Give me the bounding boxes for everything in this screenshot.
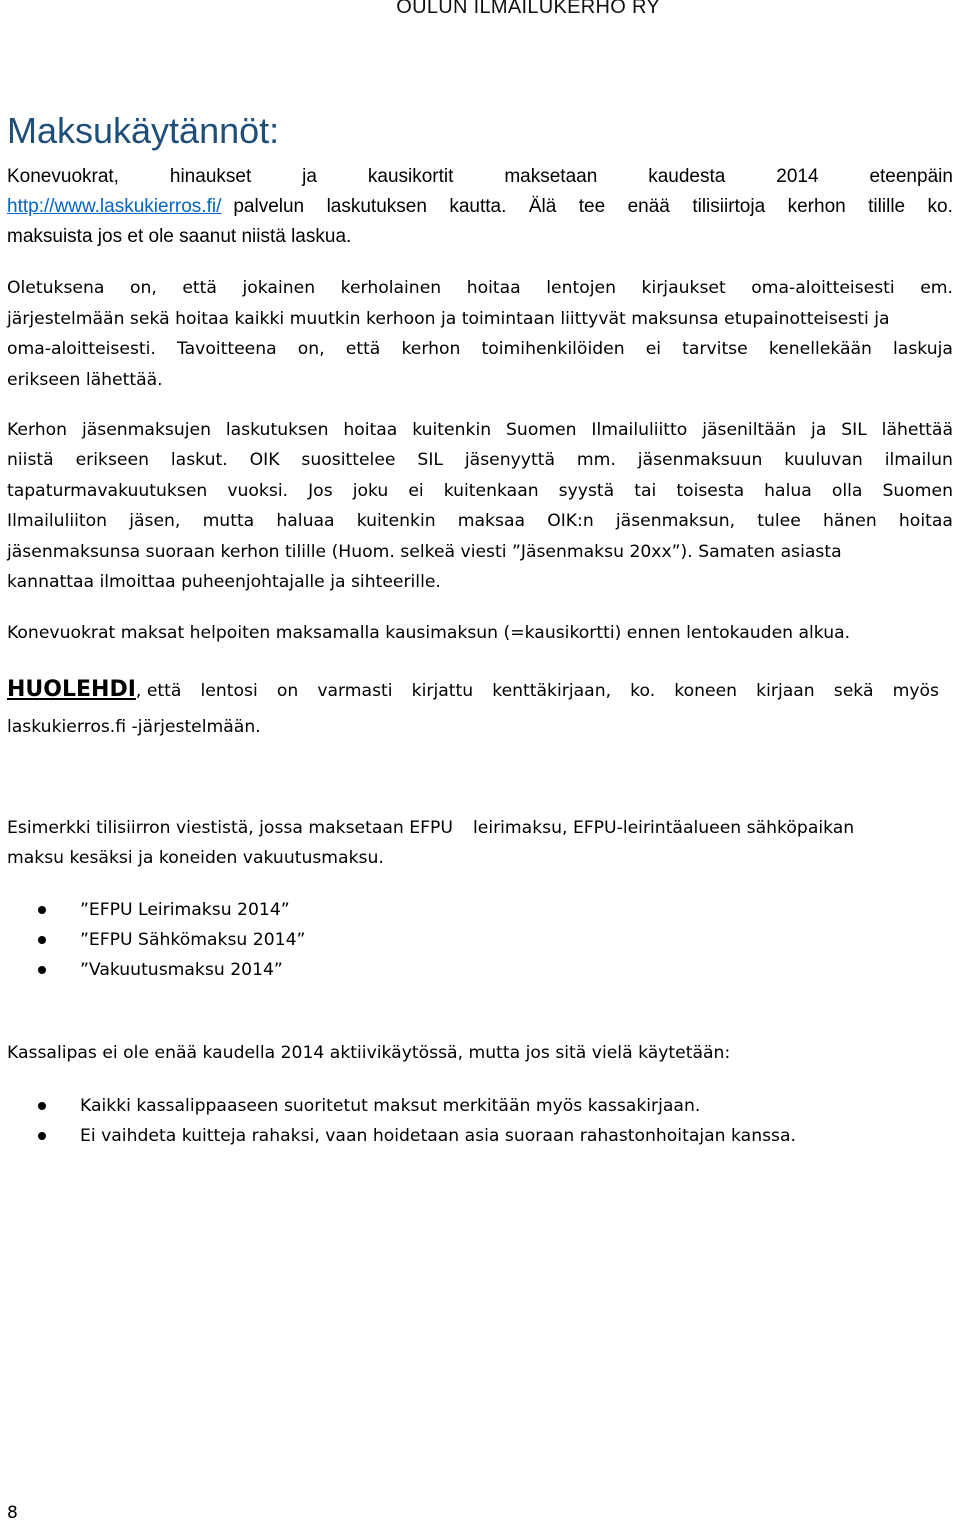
page-number: 8 xyxy=(7,1503,18,1523)
word: kirjaan xyxy=(756,681,815,701)
emphasis-huolehdi: HUOLEHDI xyxy=(7,677,136,702)
list-item: ”Vakuutusmaksu 2014” xyxy=(0,955,305,985)
list-item: Ei vaihdeta kuitteja rahaksi, vaan hoidetaan asia suoraan rahastonhoitajan kanssa. xyxy=(0,1121,796,1151)
word: lähettää xyxy=(881,420,953,440)
paragraph-cashbox xyxy=(7,1038,953,1068)
word: palvelun xyxy=(233,196,305,217)
list-item: ”EFPU Sähkömaksu 2014” xyxy=(0,925,305,955)
word: enää xyxy=(627,196,670,217)
justified-line xyxy=(7,506,953,536)
text-line: maksuista jos et ole saanut niistä laskua. xyxy=(7,226,352,247)
word: laskutuksen xyxy=(225,420,329,440)
text-segment: Esimerkki tilisiirron viestistä, jossa maksetaan EFPU xyxy=(7,818,453,838)
word: tilisiirtoja xyxy=(692,196,766,217)
word: on, xyxy=(297,339,325,359)
word: tilille xyxy=(868,196,906,217)
paragraph-payments xyxy=(7,162,953,252)
word: oma-aloitteisesti. xyxy=(7,339,156,359)
word: jäseniltään xyxy=(702,420,797,440)
word: OIK xyxy=(249,450,280,471)
justified-line xyxy=(7,162,953,192)
word: sekä xyxy=(833,681,874,701)
word: tarvitse xyxy=(682,339,748,359)
word: että xyxy=(345,339,381,359)
text-line: erikseen lähettää. xyxy=(7,369,163,390)
word: Ilmailuliiton xyxy=(7,511,108,532)
word: halua xyxy=(764,480,812,501)
word: mm. xyxy=(576,450,616,471)
list-item: ”EFPU Leirimaksu 2014” xyxy=(0,895,305,925)
word: hoitaa xyxy=(466,278,521,298)
text-segment: leirimaksu, EFPU-leirintäalueen sähköpaikan xyxy=(472,818,855,838)
text-line: järjestelmään sekä hoitaa kaikki muutkin kerhoon ja toimintaan liittyvät maksunsa etupainotteisesti ja xyxy=(7,308,890,329)
word: ja xyxy=(302,166,317,187)
word: em. xyxy=(920,278,953,298)
bullet-icon xyxy=(38,936,46,944)
word: suosittelee xyxy=(301,450,396,471)
word: myös xyxy=(892,681,939,701)
justified-line xyxy=(7,672,939,709)
word: lentosi xyxy=(200,681,258,701)
word: jäsenmaksujen xyxy=(81,420,211,440)
word: lentojen xyxy=(546,278,616,298)
word: laskuja xyxy=(893,339,953,359)
word: kuitenkin xyxy=(412,420,492,440)
text-line: maksu kesäksi ja koneiden vakuutusmaksu. xyxy=(7,848,384,868)
word: kirjaukset xyxy=(641,278,726,298)
word: 2014 xyxy=(776,166,819,187)
word: jokainen xyxy=(242,278,316,298)
word: Suomen xyxy=(506,420,577,440)
word: Jos xyxy=(308,480,333,501)
word: tai xyxy=(634,480,657,501)
text-line: kannattaa ilmoittaa puheenjohtajalle ja sihteerille. xyxy=(7,572,441,593)
word: ko. xyxy=(630,681,656,701)
paragraph-default-expectation xyxy=(7,273,953,395)
word: toisesta xyxy=(676,480,745,501)
message-examples-list xyxy=(0,895,305,985)
word: ko. xyxy=(927,196,953,217)
word: kuitenkin xyxy=(356,511,436,532)
word: hinaukset xyxy=(169,166,252,187)
justified-line xyxy=(7,273,953,304)
word: että xyxy=(182,278,217,298)
word: eteenpäin xyxy=(869,166,953,187)
word: kenellekään xyxy=(768,339,872,359)
word: ei xyxy=(408,480,424,501)
word: ilmailun xyxy=(884,450,953,471)
text-line: laskukierros.fi -järjestelmään. xyxy=(7,717,261,737)
justified-line xyxy=(7,192,953,222)
paragraph-season-fee xyxy=(7,618,953,648)
paragraph-example xyxy=(7,813,953,873)
cashbox-rules-list xyxy=(0,1091,796,1151)
word: kaudesta xyxy=(648,166,726,187)
justified-line xyxy=(7,445,953,475)
word: on xyxy=(276,681,299,701)
word: hoitaa xyxy=(898,511,953,532)
word: hänen xyxy=(822,511,877,532)
text-line: jäsenmaksunsa suoraan kerhon tilille (Huom. selkeä viesti ”Jäsenmaksu 20xx”). Samaten asiasta xyxy=(7,541,842,562)
word: jäsen, xyxy=(129,511,181,532)
word: oma-aloitteisesti xyxy=(751,278,895,298)
word: kausikortit xyxy=(367,166,454,187)
word: Suomen xyxy=(882,480,953,501)
word: SIL xyxy=(841,420,867,440)
word: SIL xyxy=(417,450,443,471)
justified-line xyxy=(7,476,953,506)
word: laskut. xyxy=(170,450,228,471)
justified-line xyxy=(7,415,953,445)
paragraph-membership-fees xyxy=(7,415,953,597)
line-rest xyxy=(233,192,953,222)
word: maksetaan xyxy=(504,166,598,187)
word: ei xyxy=(645,339,662,359)
text-line: Konevuokrat maksat helpoiten maksamalla kausimaksun (=kausikortti) ennen lentokauden alkua. xyxy=(7,623,851,643)
word: mutta xyxy=(202,511,255,532)
word: jäsenmaksuun xyxy=(637,450,763,471)
word: tulee xyxy=(757,511,801,532)
word: laskutuksen xyxy=(326,196,427,217)
word: niistä xyxy=(7,450,54,471)
header-title: OULUN ILMAILUKERHO RY xyxy=(396,0,660,18)
word: kuuluvan xyxy=(784,450,863,471)
word: Ilmailuliitto xyxy=(591,420,688,440)
word: toimihenkilöiden xyxy=(481,339,625,359)
bullet-icon xyxy=(38,906,46,914)
word: Konevuokrat, xyxy=(7,166,119,187)
word: maksaa xyxy=(457,511,526,532)
word: Kerhon xyxy=(7,420,68,440)
word: kerholainen xyxy=(340,278,442,298)
bullet-icon xyxy=(38,1102,46,1110)
word: olla xyxy=(831,480,863,501)
word: kenttäkirjaan, xyxy=(492,681,612,701)
word: OIK:n xyxy=(547,511,594,532)
word: koneen xyxy=(674,681,738,701)
word: varmasti xyxy=(317,681,393,701)
text-line xyxy=(7,813,953,843)
word: joku xyxy=(352,480,389,501)
line-rest xyxy=(136,673,939,709)
word: Tavoitteena xyxy=(176,339,277,359)
word: haluaa xyxy=(276,511,335,532)
word: hoitaa xyxy=(343,420,398,440)
laskukierros-link[interactable]: http://www.laskukierros.fi/ xyxy=(7,196,222,217)
text-line: Kassalipas ei ole enää kaudella 2014 aktiivikäytössä, mutta jos sitä vielä käytetään: xyxy=(7,1043,731,1063)
word: jäsenyyttä xyxy=(464,450,555,471)
word: Älä xyxy=(528,196,557,217)
word: erikseen xyxy=(75,450,149,471)
word: tee xyxy=(578,196,606,217)
justified-line xyxy=(7,334,953,365)
word: on, xyxy=(129,278,157,298)
paragraph-remember xyxy=(7,672,939,745)
word: vuoksi. xyxy=(227,480,289,501)
word: jäsenmaksun, xyxy=(615,511,736,532)
page-heading: Maksukäytännöt: xyxy=(7,110,280,151)
word: syystä xyxy=(558,480,615,501)
word: ja xyxy=(811,420,827,440)
word: kuitenkaan xyxy=(443,480,539,501)
word: kirjattu xyxy=(411,681,474,701)
word: tapaturmavakuutuksen xyxy=(7,480,208,501)
bullet-icon xyxy=(38,1132,46,1140)
word: kerhon xyxy=(401,339,461,359)
word: kerhon xyxy=(787,196,846,217)
bullet-icon xyxy=(38,966,46,974)
word: , että xyxy=(135,681,182,701)
list-item: Kaikki kassalippaaseen suoritetut maksut merkitään myös kassakirjaan. xyxy=(0,1091,796,1121)
word: kautta. xyxy=(449,196,507,217)
word: Oletuksena xyxy=(7,278,105,298)
